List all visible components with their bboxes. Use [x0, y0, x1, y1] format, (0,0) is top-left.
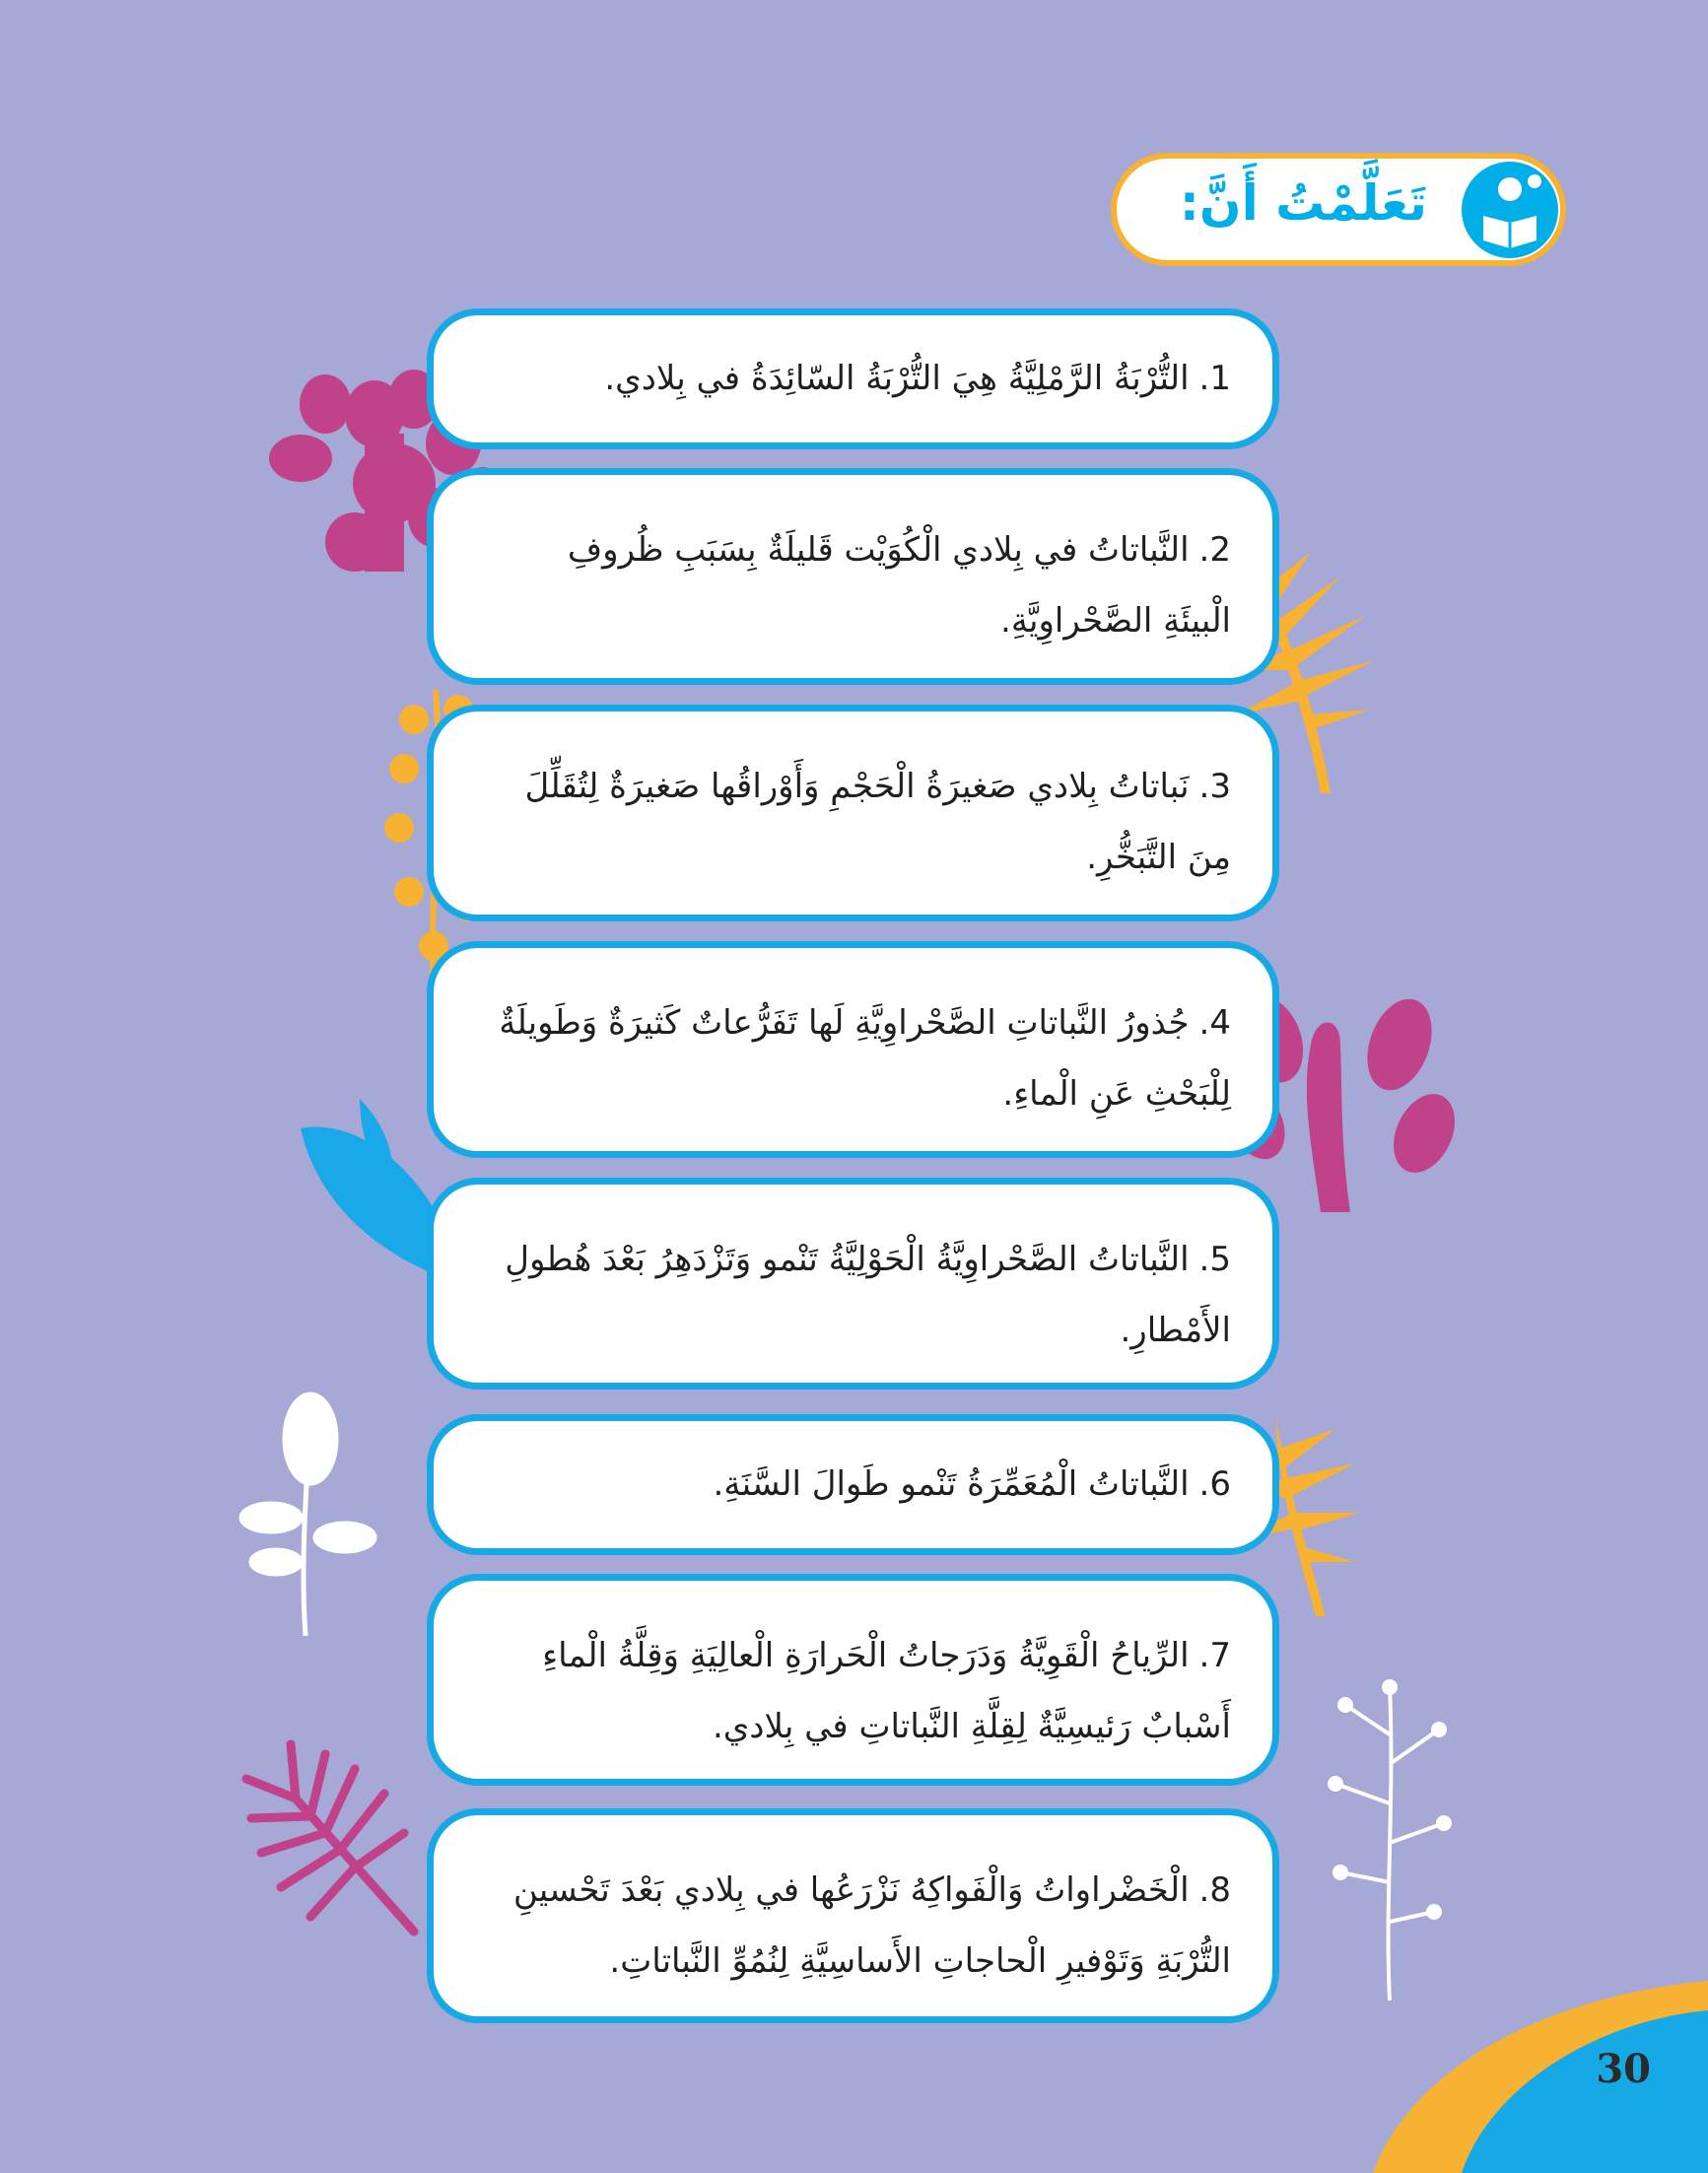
learning-point-card [427, 1414, 1279, 1555]
learning-point-card [427, 1574, 1279, 1786]
point-text: الرِّياحُ الْقَوِيَّةُ وَدَرَجاتُ الْحَرارَةِ الْعالِيَةِ وَقِلَّةُ الْماءِ أَسْبابٌ رَئيسِيَّةٌ لِقِلَّةِ النَّباتاتِ في بِلادي. [542, 1636, 1231, 1746]
section-title-pill [1111, 153, 1566, 266]
learning-point-card [427, 705, 1279, 921]
point-text: نَباتاتُ بِلادي صَغيرَةُ الْحَجْمِ وَأَوْراقُها صَغيرَةٌ لِتُقَلِّلَ مِنَ التَّبَخُّرِ. [524, 767, 1231, 877]
section-title: تَعَلَّمْتُ أَنَّ: [1179, 174, 1427, 232]
learning-point-card [427, 941, 1279, 1158]
point-number: 3. [1198, 767, 1231, 806]
point-number: 7. [1198, 1636, 1231, 1675]
point-number: 4. [1198, 1003, 1231, 1043]
point-text: الْخَضْراواتُ وَالْفَواكِهُ نَزْرَعُها في بِلادي بَعْدَ تَحْسينِ التُّرْبَةِ وَتَوْفيرِ الْحاجاتِ الأَساسِيَّةِ لِنُمُوِّ النَّباتاتِ. [512, 1870, 1231, 1981]
point-text: النَّباتاتُ في بِلادي الْكُوَيْت قَليلَةٌ بِسَبَبِ ظُروفِ الْبيئَةِ الصَّحْراوِيَّةِ. [567, 530, 1231, 641]
point-number: 5. [1198, 1240, 1231, 1279]
magenta-palm-icon [237, 1739, 424, 1936]
point-number: 1. [1198, 359, 1231, 398]
learning-point-card [427, 468, 1279, 685]
point-number: 2. [1198, 530, 1231, 570]
point-number: 6. [1198, 1464, 1231, 1504]
white-flower-icon [232, 1390, 379, 1636]
point-text: النَّباتاتُ الْمُعَمِّرَةُ تَنْمو طَوالَ السَّنَةِ. [713, 1464, 1190, 1504]
white-weed-icon [1316, 1675, 1464, 2001]
reading-child-icon [1462, 162, 1558, 258]
learning-point-card [427, 308, 1279, 449]
page-corner-decoration [1373, 1976, 1708, 2173]
point-text: النَّباتاتُ الصَّحْراوِيَّةُ الْحَوْلِيَّةُ تَنْمو وَتَزْدَهِرُ بَعْدَ هُطولِ الأَمْطارِ. [505, 1240, 1231, 1350]
point-number: 8. [1198, 1870, 1231, 1910]
point-text: جُذورُ النَّباتاتِ الصَّحْراوِيَّةِ لَها تَفَرُّعاتٌ كَثيرَةٌ وَطَويلَةٌ لِلْبَحْثِ عَنِ الْماءِ. [499, 1003, 1231, 1114]
point-text: التُّرْبَةُ الرَّمْلِيَّةُ هِيَ التُّرْبَةُ السّائِدَةُ في بِلادي. [604, 359, 1190, 398]
learning-point-card [427, 1178, 1279, 1390]
page-number: 30 [1596, 2046, 1651, 2092]
learning-point-card [427, 1808, 1279, 2023]
